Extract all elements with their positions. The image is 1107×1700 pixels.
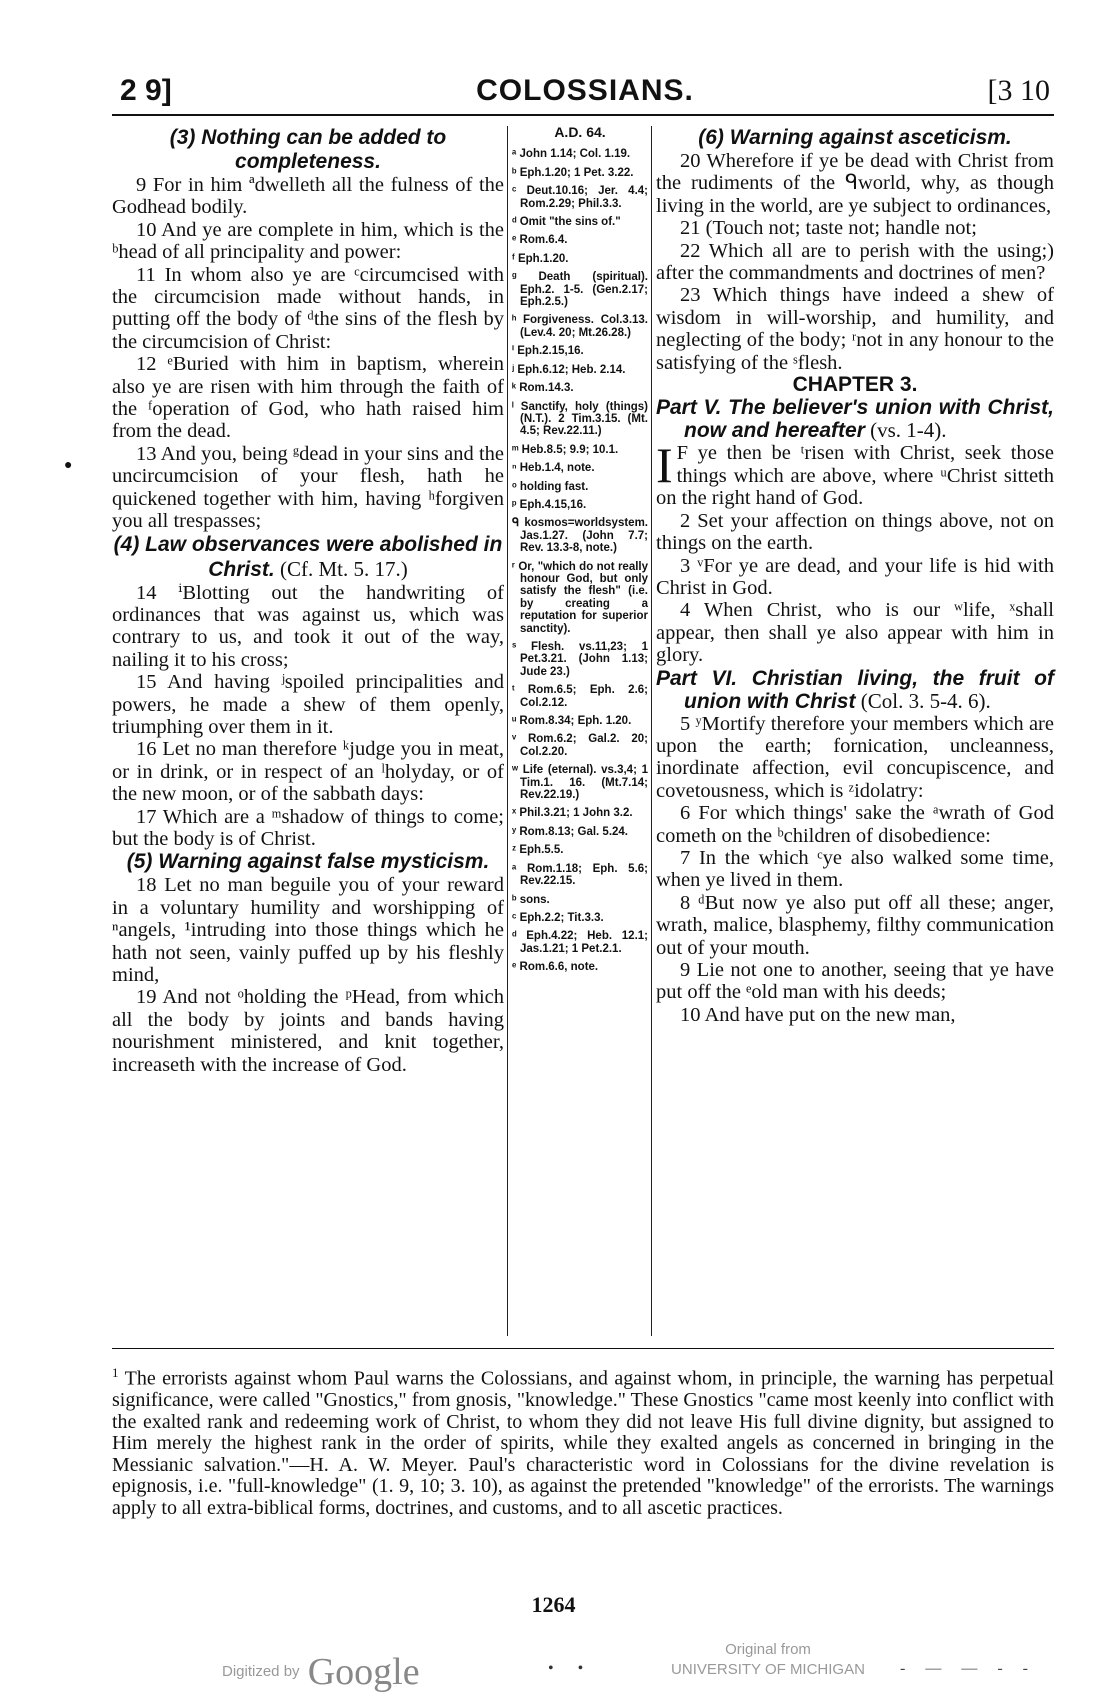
chapter-heading: CHAPTER 3.	[792, 373, 918, 397]
section-heading-note: (Cf. Mt. 5. 17.)	[274, 556, 408, 581]
cross-reference: ᵃ John 1.14; Col. 1.19.	[512, 148, 631, 161]
verse-text: F ye then be ᵗrisen with Christ, seek those things which are above, where ᵘChrist sitteth on the right hand of God.	[656, 442, 1054, 510]
verse: 14 ⁱBlotting out the handwriting of ordinances that was against us, which was contrary to us, and took it out of the way, nailing it to his cross;	[112, 581, 504, 671]
header-rule	[112, 114, 1054, 116]
digitized-label: Digitized by	[222, 1662, 300, 1680]
footnote-text: The errorists against whom Paul warns the Colossians, and against whom, in principle, the warning has perpetual significance, were called "Gnostics," from gnosis, "knowledge." These Gnostics "came most keenly into conflict with the exalted rank and redeeming work of Christ, to whom they did not leave His full divine dignity, but assigned to Him merely the highest rank in the order of spirits, while they exalted angels as concerned in bringing in the Messianic salvation."—H. A. W. Meyer. Paul's characteristic word in Colossians for the divine revelation is epignosis, i.e. "full-knowledge" (1. 9, 10; 3. 10), as against the pretended "knowledge" of the errorists. The warnings apply to all extra-biblical forms, doctrines, and customs, and to all ascetic practices.	[112, 1367, 1054, 1519]
cross-reference: ᵒ holding fast.	[512, 480, 589, 493]
cross-reference: ᵃ Rom.1.18; Eph. 5.6; Rev.22.15.	[512, 862, 648, 888]
left-text-column	[112, 126, 504, 1076]
scan-specks: • •	[548, 1660, 594, 1677]
cross-reference: ᵖ Eph.4.15,16.	[512, 498, 587, 511]
margin-bullet: ●	[64, 458, 73, 473]
section-heading-text: (3) Nothing can be added to completeness.	[169, 126, 447, 173]
cross-reference: ᵈ Eph.4.22; Heb. 12.1; Jas.1.21; 1 Pet.2.1.	[512, 930, 648, 955]
verse: 19 And not ᵒholding the ᵖHead, from which all the body by joints and bands having nourishment ministered, and knit together, increaseth with the increase of God.	[112, 986, 504, 1076]
cross-reference: ᵏ Rom.14.3.	[512, 382, 574, 395]
header-title: COLOSSIANS.	[476, 74, 694, 107]
section-heading	[112, 533, 504, 582]
section-heading	[656, 126, 1054, 150]
cross-reference: ᶻ Eph.5.5.	[512, 844, 564, 857]
right-text-column	[656, 126, 1054, 1026]
footnote	[112, 1362, 1054, 1519]
verse: 9 Lie not one to another, seeing that ye have put off the ᵉold man with his deeds;	[656, 959, 1054, 1004]
cross-reference: ˡ Sanctify, holy (things) (N.T.). 2 Tim.3.15. (Mt. 4.5; Rev.22.11.)	[512, 400, 648, 438]
cross-reference: ⁱ Eph.2.15,16.	[512, 345, 584, 358]
cross-reference: ʰ Forgiveness. Col.3.13. (Lev.4. 20; Mt.26.28.)	[512, 314, 648, 339]
section-heading-text: (5) Warning against false mysticism.	[126, 850, 490, 874]
cross-reference: ᵇ sons.	[512, 893, 550, 906]
cross-reference: ʷ Life (eternal). vs.3,4; 1 Tim.1. 16. (Mt.7.14; Rev.22.19.)	[512, 764, 648, 802]
cross-reference: ʲ Eph.6.12; Heb. 2.14.	[512, 363, 626, 376]
original-from-label: Original from	[725, 1641, 811, 1658]
cross-reference: ʸ Rom.8.13; Gal. 5.24.	[512, 825, 628, 838]
verse: 4 When Christ, who is our ʷlife, ˣshall appear, then shall ye also appear with him in glory.	[656, 599, 1054, 667]
verse: 21 (Touch not; taste not; handle not;	[680, 217, 977, 240]
cross-reference: ᵍ Death (spiritual). Eph.2. 1-5. (Gen.2.17; Eph.2.5.)	[512, 271, 648, 309]
verse	[656, 437, 1054, 510]
part-heading-note: (Col. 3. 5-4. 6).	[855, 688, 991, 713]
verse: 6 For which things' sake the ᵃwrath of God cometh on the ᵇchildren of disobedience:	[656, 802, 1054, 847]
part-heading-text: Part VI. Christian living, the fruit of union with Christ	[656, 666, 1054, 713]
verse: 18 Let no man beguile you of your reward in a voluntary humility and worshipping of ⁿangels, ¹intruding into those things which he hath not seen, vainly puffed up by his fleshly mind,	[112, 874, 504, 986]
header-right-ref: [3 10	[987, 74, 1050, 107]
verse: 22 Which all are to perish with the using;) after the commandments and doctrines of men?	[656, 239, 1054, 285]
cross-reference: ᵇ Eph.1.20; 1 Pet. 3.22.	[512, 166, 634, 179]
verse: 17 Which are a ᵐshadow of things to come; but the body is of Christ.	[112, 805, 504, 850]
verse: 2 Set your affection on things above, not on things on the earth.	[656, 509, 1054, 555]
footnote-mark: 1	[112, 1365, 119, 1380]
verse: 11 In whom also ye are ᶜcircumcised with the circumcision made without hands, in putting off the body of ᵈthe sins of the flesh by the circumcision of Christ:	[112, 263, 504, 353]
section-heading-text: (4) Law observances were abolished in Christ.	[113, 532, 503, 581]
part-heading-note: (vs. 1-4).	[864, 418, 947, 443]
verse: 16 Let no man therefore ᵏjudge you in meat, or in drink, or in respect of an ˡholyday, or of the new moon, or of the sabbath days:	[112, 738, 504, 806]
section-heading	[112, 850, 504, 874]
column-divider-left	[507, 126, 508, 1336]
verse: 7 In the which ᶜye also walked some time, when ye lived in them.	[656, 846, 1054, 892]
verse: 23 Which things have indeed a shew of wisdom in will-worship, and humility, and neglecting of the body; ʳnot in any honour to the satisfying of the ˢflesh.	[656, 284, 1054, 374]
verse: 20 Wherefore if ye be dead with Christ from the rudiments of the ᑫworld, why, as though living in the world, are ye subject to ordinances,	[656, 150, 1054, 217]
verse: 5 ʸMortify therefore your members which are upon the earth; fornication, uncleanness, inordinate affection, evil concupiscence, and covetousness, which is ᶻidolatry:	[656, 712, 1054, 802]
cross-reference: ᶜ Eph.2.2; Tit.3.3.	[512, 911, 604, 924]
cross-reference: ˣ Phil.3.21; 1 John 3.2.	[512, 807, 633, 820]
verse: 13 And you, being ᵍdead in your sins and the uncircumcision of your flesh, hath he quickened together with him, having ʰforgiven you all trespasses;	[112, 442, 504, 533]
cross-reference: ᵘ Rom.8.34; Eph. 1.20.	[512, 715, 632, 728]
footnote-rule	[112, 1348, 1054, 1349]
page-number: 1264	[531, 1592, 576, 1617]
scan-marks: - — — - -	[900, 1660, 1036, 1677]
column-divider-right	[651, 126, 652, 1336]
cross-reference: ⁿ Heb.1.4, note.	[512, 462, 595, 475]
cross-reference: ᶜ Deut.10.16; Jer. 4.4; Rom.2.29; Phil.3.3.	[512, 185, 648, 210]
cross-reference: ᵐ Heb.8.5; 9.9; 10.1.	[512, 443, 619, 456]
verse: 10 And ye are complete in him, which is the ᵇhead of all principality and power:	[112, 218, 504, 264]
running-header	[120, 74, 1050, 114]
cross-reference-column	[512, 126, 648, 980]
cross-reference: ᑫ kosmos=worldsystem. Jas.1.27. (John 7.7; Rev. 13.3-8, note.)	[512, 517, 648, 555]
section-heading-text: (6) Warning against asceticism.	[698, 126, 1012, 149]
part-heading	[656, 667, 1054, 713]
cross-reference: ᵈ Omit "the sins of."	[512, 216, 621, 229]
verse: 9 For in him ªdwelleth all the fulness of the Godhead bodily.	[112, 174, 504, 219]
part-heading-text: Part V. The believer's union with Christ, now and hereafter	[656, 396, 1054, 443]
part-heading	[656, 396, 1054, 442]
cross-reference: ᵗ Rom.6.5; Eph. 2.6; Col.2.12.	[512, 684, 648, 709]
verse: 3 ᵛFor ye are dead, and your life is hid with Christ in God.	[656, 554, 1054, 599]
verse: 15 And having ʲspoiled principalities and powers, he made a shew of them openly, triumphing over them in it.	[112, 671, 504, 738]
verse: 10 And have put on the new man,	[680, 1003, 956, 1026]
header-left-ref: 2 9]	[120, 74, 172, 107]
cross-reference: ᶠ Eph.1.20.	[512, 252, 569, 265]
section-heading	[112, 126, 504, 174]
drop-cap: I	[656, 437, 673, 494]
digitized-watermark	[222, 1650, 420, 1694]
google-logo: Google	[307, 1651, 420, 1693]
cross-reference: ˢ Flesh. vs.11,23; 1 Pet.3.21. (John 1.13; Jude 23.)	[512, 641, 648, 678]
original-from-watermark	[668, 1640, 868, 1680]
cross-reference: ᵉ Rom.6.4.	[512, 234, 568, 247]
university-label: UNIVERSITY OF MICHIGAN	[671, 1661, 865, 1678]
cross-reference: ᵉ Rom.6.6, note.	[512, 961, 599, 974]
verse: 12 ᵉBuried with him in baptism, wherein also ye are risen with him through the faith of the ᶠoperation of God, who hath raised him from the dead.	[112, 353, 504, 443]
cross-reference: ᵛ Rom.6.2; Gal.2. 20; Col.2.20.	[512, 733, 648, 758]
verse: 8 ᵈBut now ye also put off all these; anger, wrath, malice, blasphemy, filthy communication out of your mouth.	[656, 891, 1054, 959]
cross-reference: ʳ Or, "which do not really honour God, but only satisfy the flesh" (i.e. by creating a reputation for superior sanctity).	[512, 560, 648, 635]
date-heading: A.D. 64.	[554, 124, 606, 140]
